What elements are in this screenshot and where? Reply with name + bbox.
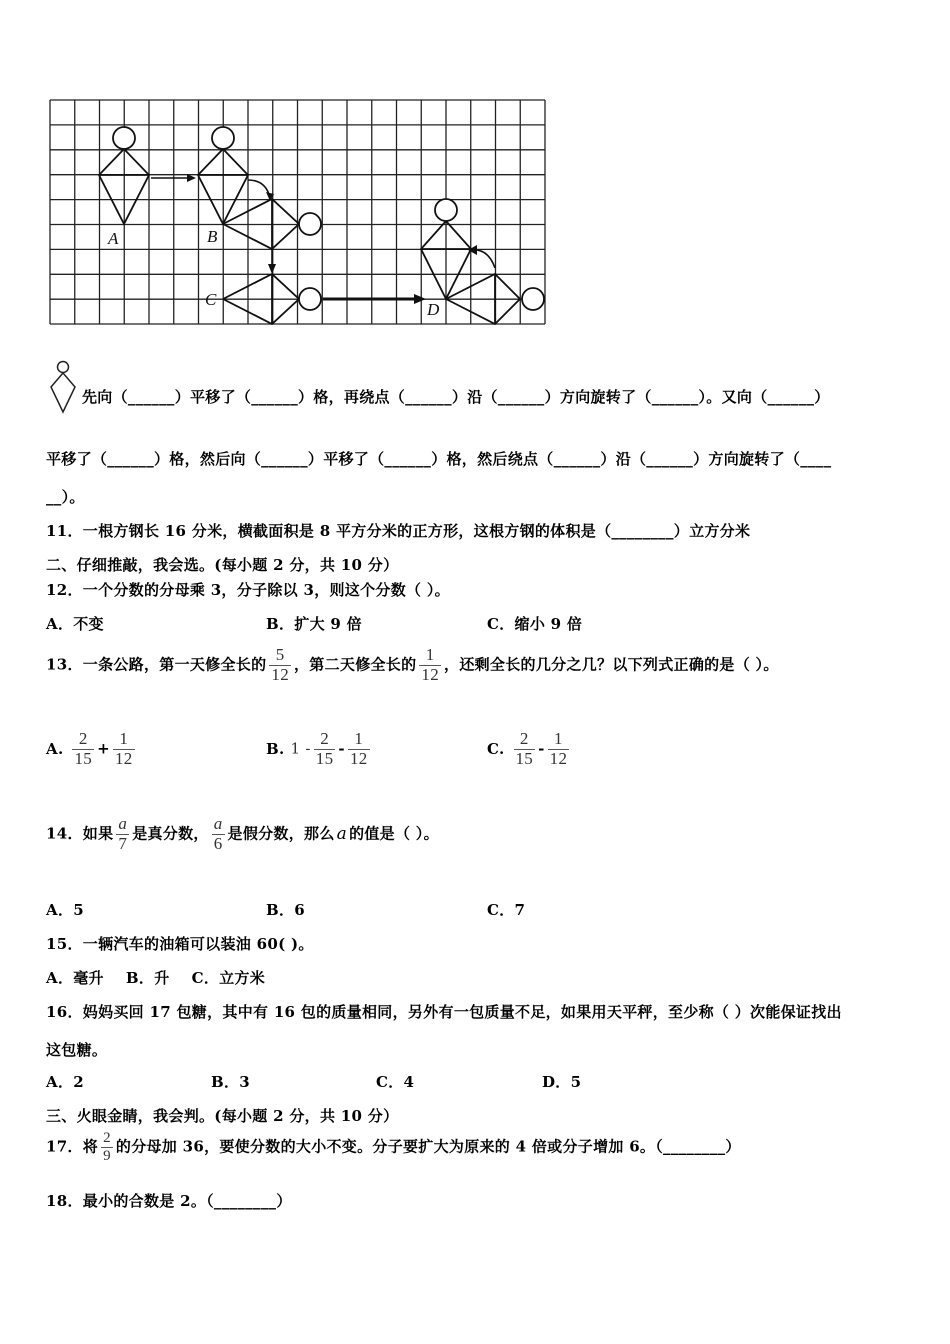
q15-text: 15．一辆汽车的油箱可以装油 60( )。 (46, 935, 314, 953)
grid-figure (48, 98, 548, 328)
q12-text: 12．一个分数的分母乘 3，分子除以 3，则这个分数（ ）。 (46, 581, 450, 599)
q16-option-b: B．3 (211, 1073, 251, 1091)
q16-option-d: D．5 (542, 1073, 582, 1091)
q14-option-b: B．6 (266, 901, 306, 919)
label-b: B (207, 227, 218, 246)
q16-option-a: A．2 (46, 1073, 84, 1091)
q12-option-a: A．不变 (46, 615, 104, 633)
q14-text: 14．如果 $\frac{a}{7}$ 是真分数， $\frac{a}{6}$ 是假分数，那么 a 的值是（ ）。 (46, 814, 439, 853)
q18-text: 18．最小的合数是 2。（________） (46, 1192, 292, 1210)
section3-title: 三、火眼金睛，我会判。(每小题 2 分，共 10 分） (46, 1107, 399, 1125)
q10-line2: 平移了（______）格，然后向（______）平移了（______）格，然后绕点（______）沿（______）方向旋转了（____ (46, 450, 832, 468)
q14-option-a: A．5 (46, 901, 84, 919)
q14-option-c: C．7 (487, 901, 526, 919)
fraction: $\frac{1}{12}$ (421, 645, 440, 684)
q10-line1: 先向（______）平移了（______）格，再绕点（______）沿（______）方向旋转了（______）。又向（______） (82, 388, 830, 406)
q17-text: 17．将 $\frac{2}{9}$ 的分母加 36，要使分数的大小不变。分子要扩大为原来的 4 倍或分子增加 6。（________） (46, 1130, 741, 1164)
q16-option-c: C．4 (376, 1073, 415, 1091)
q16-line1: 16．妈妈买回 17 包糖，其中有 16 包的质量相同，另外有一包质量不足，如果用天平秤，至少称（ ）次能保证找出 (46, 1003, 842, 1021)
section2-title: 二、仔细推敲，我会选。(每小题 2 分，共 10 分） (46, 556, 399, 574)
label-c: C (205, 290, 217, 309)
q15-options: A．毫升 B．升 C．立方米 (46, 969, 266, 987)
label-a: A (108, 229, 119, 248)
q10-line3: __）。 (46, 488, 85, 506)
q12-option-c: C．缩小 9 倍 (487, 615, 583, 633)
q11-text: 11．一根方钢长 16 分米，横截面积是 8 平方分米的正方形，这根方钢的体积是（________）立方分米 (46, 522, 751, 540)
q16-line2: 这包糖。 (46, 1041, 108, 1059)
q13-option-b: B. 1 - $\frac{2}{15}$ - $\frac{1}{12}$ (266, 729, 368, 768)
label-d: D (427, 300, 440, 319)
q13-text: 13．一条公路，第一天修全长的 $\frac{5}{12}$ ，第二天修全长的 $\frac{1}{12}$ ，还剩全长的几分之几？以下列式正确的是（ ）。 (46, 645, 779, 684)
q12-option-b: B．扩大 9 倍 (266, 615, 362, 633)
q13-option-c: C. $\frac{2}{15}$ - $\frac{1}{12}$ (487, 729, 568, 768)
fraction: $\frac{5}{12}$ (271, 645, 289, 684)
q13-option-a: A. $\frac{2}{15}$ + $\frac{1}{12}$ (46, 729, 133, 768)
kite-shape-icon (47, 360, 79, 416)
